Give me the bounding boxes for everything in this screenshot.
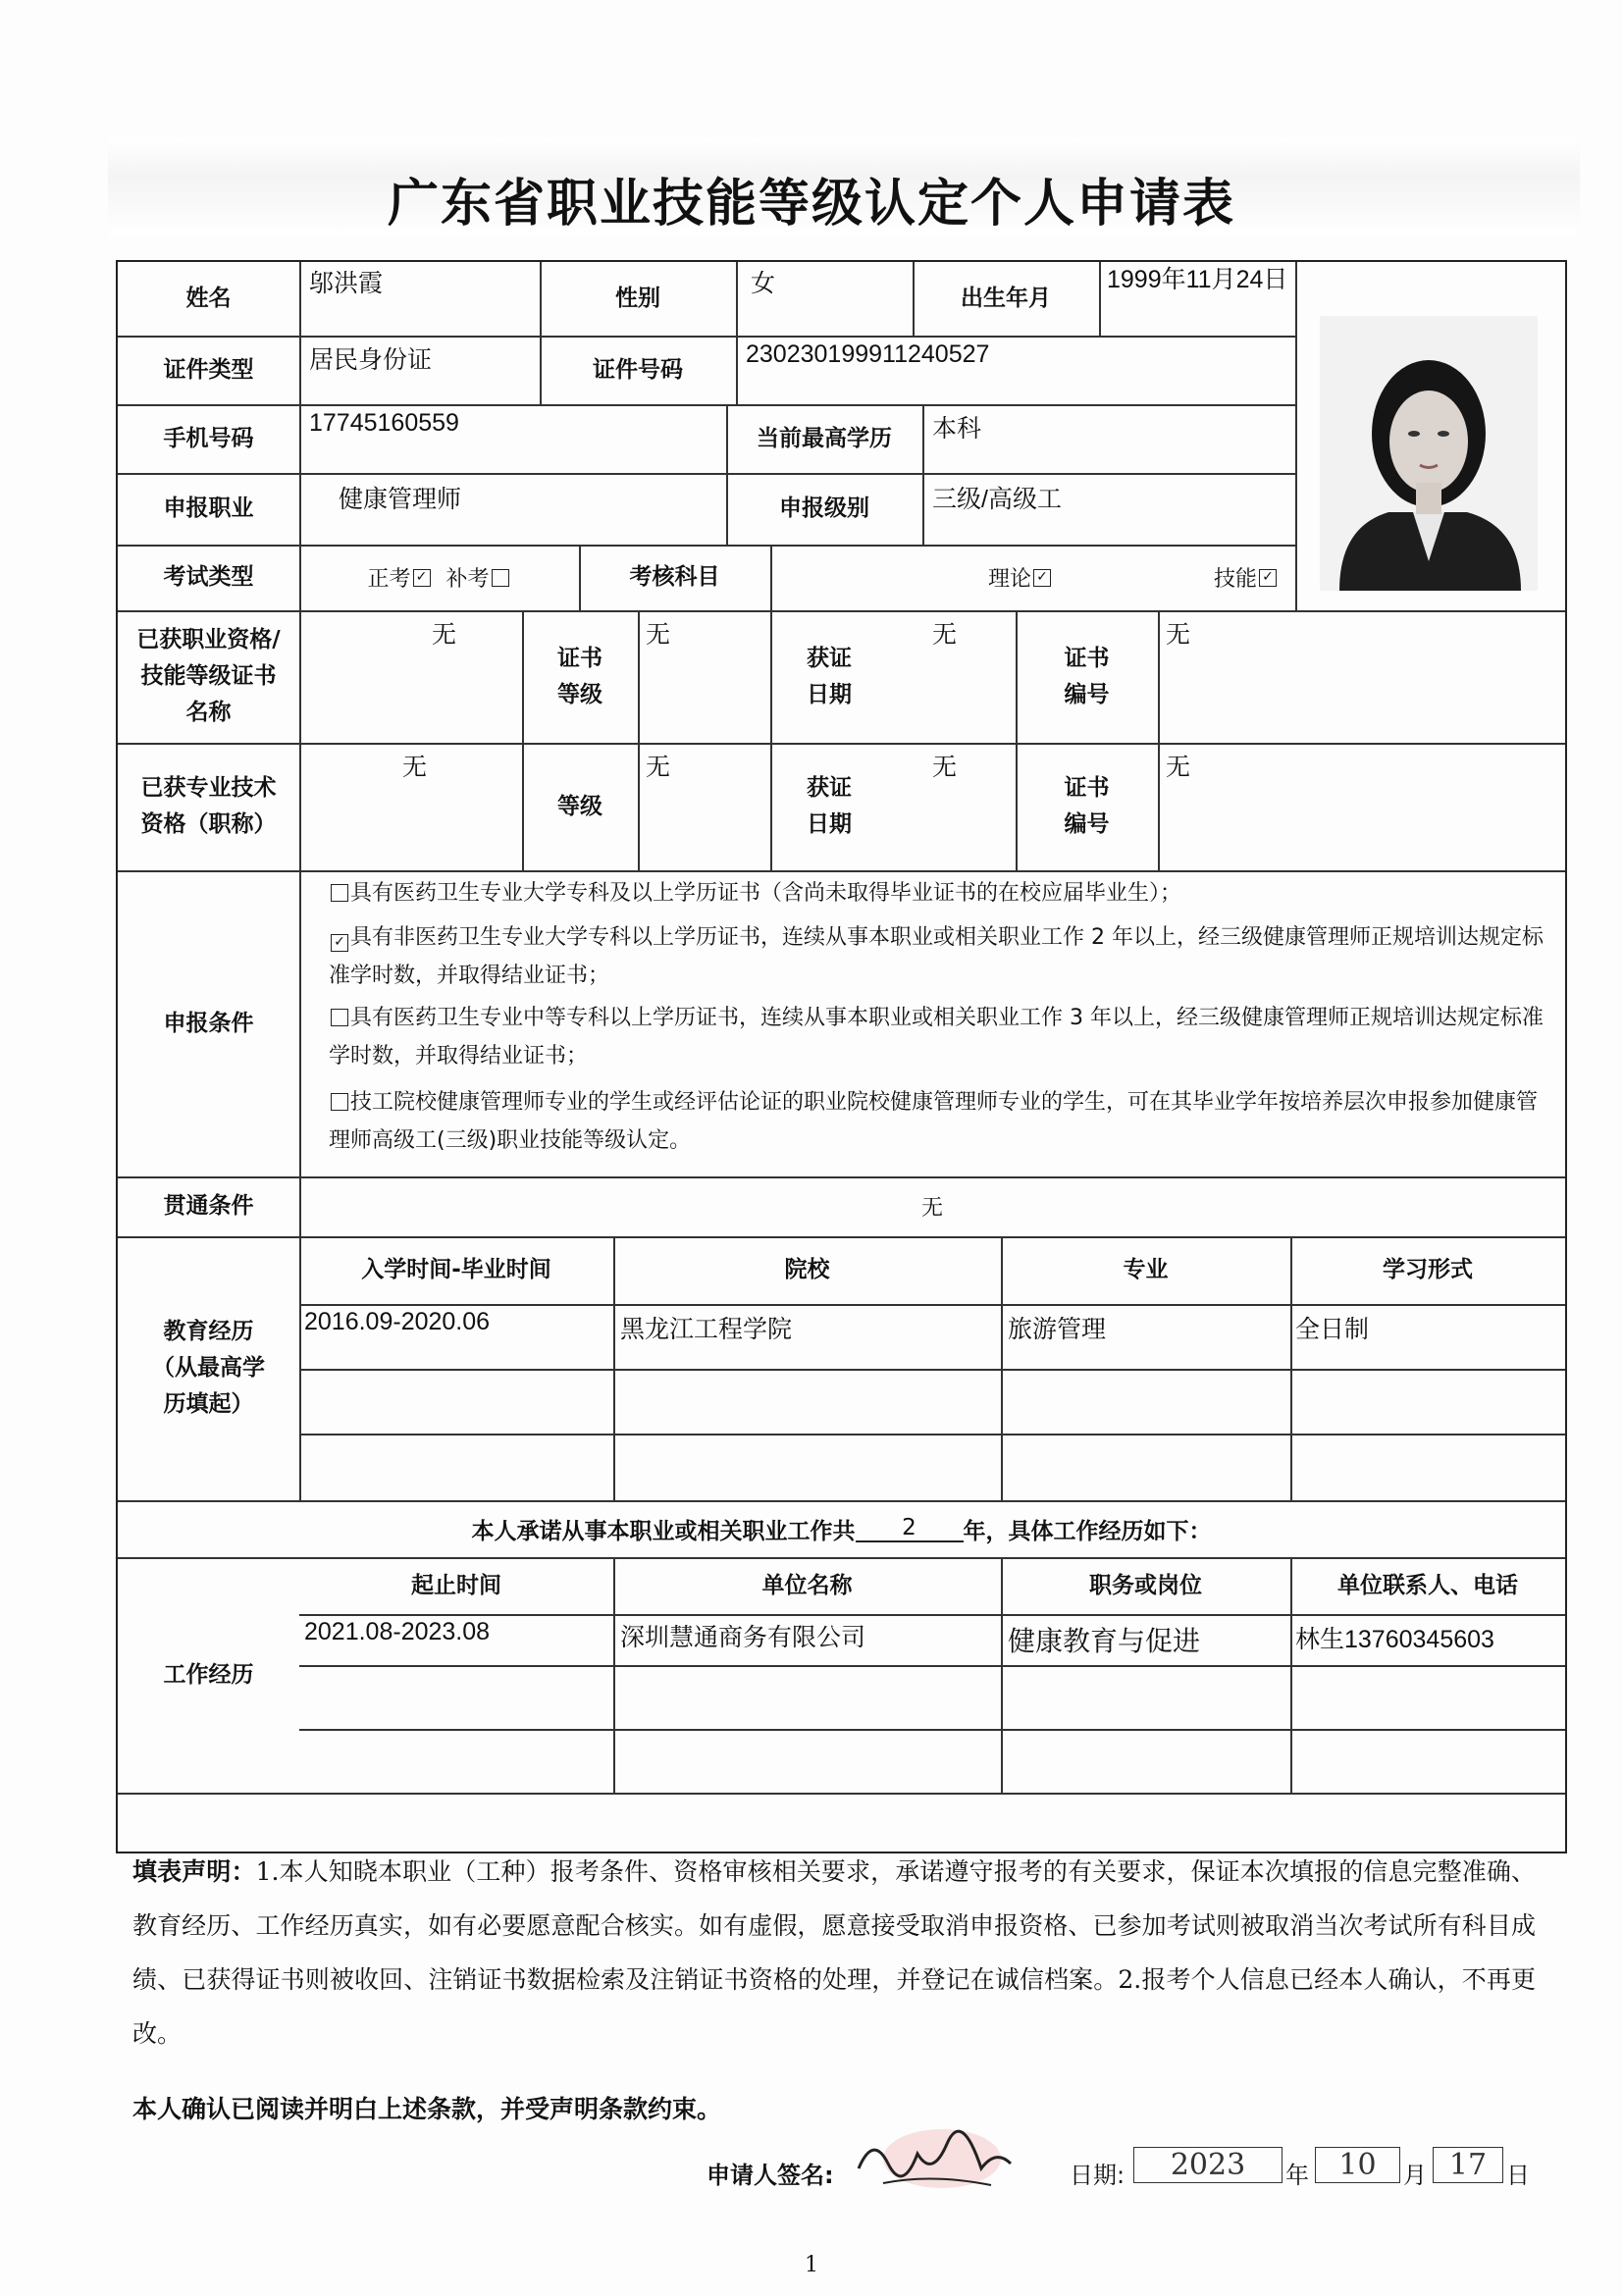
declaration bbox=[132, 1845, 1536, 2061]
work-header-company: 单位名称 bbox=[761, 1572, 853, 1598]
work-row-1-contact: 林生13760345603 bbox=[1295, 1626, 1494, 1653]
label-conditions: 申报条件 bbox=[163, 1010, 254, 1036]
condition-1-checkbox[interactable] bbox=[331, 884, 348, 902]
prior-title-date: 无 bbox=[932, 754, 958, 781]
declaration-confirm: 本人确认已阅读并明白上述条款，并受声明条款约束。 bbox=[132, 2095, 722, 2123]
label-title-level: 等级 bbox=[557, 793, 602, 819]
label-cert-level: 证书等级 bbox=[557, 645, 602, 707]
condition-2 bbox=[329, 919, 1545, 995]
signature-year: 2023 bbox=[1133, 2147, 1283, 2183]
handwritten-signature bbox=[844, 2124, 1040, 2203]
edu-header-school: 院校 bbox=[784, 1257, 830, 1283]
level-value: 三级/高级工 bbox=[932, 486, 1062, 513]
exam-type-options bbox=[299, 545, 579, 610]
form-table bbox=[116, 260, 1567, 1853]
subject-theory bbox=[942, 545, 1099, 610]
edu-row-1-major: 旅游管理 bbox=[1008, 1316, 1107, 1343]
signature-day: 17 bbox=[1433, 2147, 1503, 2183]
condition-1-text: 具有医药卫生专业大学专科及以上学历证书（含尚未取得毕业证书的在校应届毕业生）； bbox=[350, 881, 1182, 906]
work-header-position: 职务或岗位 bbox=[1089, 1572, 1202, 1598]
subject-skill-label: 技能 bbox=[1213, 567, 1257, 592]
education-value: 本科 bbox=[932, 415, 982, 443]
form-title: 广东省职业技能等级认定个人申请表 bbox=[387, 174, 1235, 234]
pledge-suffix: 年，具体工作经历如下： bbox=[963, 1518, 1212, 1544]
id-no-value: 230230199911240527 bbox=[746, 340, 990, 368]
label-exam-type: 考试类型 bbox=[163, 564, 254, 591]
birth-value: 1999年11月24日 bbox=[1107, 266, 1288, 293]
condition-4-checkbox[interactable] bbox=[331, 1093, 348, 1111]
prior-title-name: 无 bbox=[402, 754, 428, 781]
signature-row bbox=[687, 2144, 1550, 2203]
phone-value: 17745160559 bbox=[309, 409, 459, 437]
exam-regular-checkbox[interactable]: ✓ bbox=[413, 569, 431, 587]
prior-cert-name: 无 bbox=[432, 621, 457, 649]
edu-row-1-school: 黑龙江工程学院 bbox=[620, 1316, 793, 1343]
work-header-period: 起止时间 bbox=[411, 1572, 501, 1598]
pledge-years: 2 bbox=[856, 1515, 964, 1542]
label-title-no: 证书编号 bbox=[1064, 775, 1110, 837]
year-unit: 年 bbox=[1285, 2162, 1309, 2189]
work-header-contact: 单位联系人、电话 bbox=[1337, 1572, 1518, 1598]
occupation-value: 健康管理师 bbox=[339, 486, 462, 513]
label-education-history: 教育经历（从最高学历填起） bbox=[152, 1319, 265, 1417]
exam-makeup-checkbox[interactable] bbox=[492, 569, 509, 587]
work-row-1-company: 深圳慧通商务有限公司 bbox=[620, 1624, 866, 1651]
exam-regular-label: 正考 bbox=[367, 567, 411, 592]
subject-theory-checkbox[interactable]: ✓ bbox=[1033, 569, 1051, 587]
condition-1 bbox=[329, 875, 1545, 913]
edu-header-major: 专业 bbox=[1123, 1257, 1169, 1283]
condition-3-text: 具有医药卫生专业中等专科以上学历证书，连续从事本职业或相关职业工作 3 年以上，经三级健康管理师正规培训达规定标准学时数，并取得结业证书； bbox=[329, 1006, 1544, 1069]
label-id-no: 证件号码 bbox=[593, 356, 683, 383]
edu-header-period: 入学时间-毕业时间 bbox=[361, 1257, 551, 1283]
applicant-photo bbox=[1320, 316, 1538, 591]
subject-skill-checkbox[interactable]: ✓ bbox=[1259, 569, 1277, 587]
label-prior-title: 已获专业技术资格（职称） bbox=[140, 775, 277, 837]
condition-4-text: 技工院校健康管理师专业的学生或经评估论证的职业院校健康管理师专业的学生，可在其毕业学年按培养层次申报参加健康管理师高级工(三级)职业技能等级认定。 bbox=[329, 1090, 1539, 1153]
prior-cert-date: 无 bbox=[932, 621, 958, 649]
condition-3-checkbox[interactable] bbox=[331, 1009, 348, 1026]
date-label: 日期: bbox=[1070, 2162, 1126, 2189]
prior-cert-level: 无 bbox=[646, 621, 671, 649]
work-row-1-position: 健康教育与促进 bbox=[1008, 1626, 1201, 1656]
work-years-pledge bbox=[118, 1500, 1565, 1557]
month-unit: 月 bbox=[1403, 2162, 1427, 2189]
label-work-history: 工作经历 bbox=[163, 1661, 254, 1688]
gender-value: 女 bbox=[751, 270, 776, 297]
label-occupation: 申报职业 bbox=[163, 496, 254, 522]
label-phone: 手机号码 bbox=[163, 425, 254, 451]
label-birth: 出生年月 bbox=[961, 286, 1051, 312]
label-prior-cert: 已获职业资格/技能等级证书名称 bbox=[136, 627, 281, 725]
label-name: 姓名 bbox=[185, 286, 232, 312]
condition-4 bbox=[329, 1084, 1545, 1160]
condition-2-text: 具有非医药卫生专业大学专科以上学历证书，连续从事本职业或相关职业工作 2 年以上，经三级健康管理师正规培训达规定标准学时数，并取得结业证书； bbox=[329, 925, 1544, 988]
pledge-prefix: 本人承诺从事本职业或相关职业工作共 bbox=[471, 1518, 856, 1544]
condition-3 bbox=[329, 1000, 1545, 1075]
signature-label: 申请人签名: bbox=[707, 2162, 834, 2189]
declaration-heading: 填表声明： bbox=[132, 1857, 256, 1886]
edu-row-1-mode: 全日制 bbox=[1295, 1316, 1370, 1343]
declaration-body: 1.本人知晓本职业（工种）报考条件、资格审核相关要求，承诺遵守报考的有关要求，保证本次填报的信息完整准确、教育经历、工作经历真实，如有必要愿意配合核实。如有虚假，愿意接受取消申报资格、已参加考试则被取消当次考试所有科目成绩、已获得证书则被收回、注销证书数据检索及注销证书资格的处理，并登记在诚信档案。2.报考个人信息已经本人确认，不再更改。 bbox=[132, 1857, 1536, 2048]
label-level: 申报级别 bbox=[779, 496, 869, 522]
prior-cert-number: 无 bbox=[1166, 621, 1191, 649]
condition-2-checkbox[interactable]: ✓ bbox=[331, 934, 348, 952]
label-cert-date: 获证日期 bbox=[807, 645, 852, 707]
label-id-type: 证件类型 bbox=[163, 356, 254, 383]
signature-month: 10 bbox=[1315, 2147, 1400, 2183]
name-value: 邬洪霞 bbox=[309, 270, 384, 297]
label-gender: 性别 bbox=[615, 286, 660, 312]
through-value: 无 bbox=[920, 1196, 943, 1221]
label-subjects: 考核科目 bbox=[629, 564, 720, 591]
label-education: 当前最高学历 bbox=[757, 425, 892, 451]
prior-title-level: 无 bbox=[646, 754, 671, 781]
prior-title-number: 无 bbox=[1166, 754, 1191, 781]
exam-makeup-label: 补考 bbox=[445, 567, 490, 592]
edu-row-1-period: 2016.09-2020.06 bbox=[304, 1308, 491, 1335]
label-through: 贯通条件 bbox=[163, 1193, 254, 1220]
page-number: 1 bbox=[805, 2253, 818, 2277]
subject-theory-label: 理论 bbox=[987, 567, 1031, 592]
edu-header-mode: 学习形式 bbox=[1383, 1257, 1473, 1283]
label-title-date: 获证日期 bbox=[807, 775, 852, 837]
day-unit: 日 bbox=[1506, 2162, 1530, 2189]
subject-skill bbox=[1168, 545, 1325, 610]
label-cert-no: 证书编号 bbox=[1064, 645, 1110, 707]
work-row-1-period: 2021.08-2023.08 bbox=[304, 1618, 491, 1645]
id-type-value: 居民身份证 bbox=[309, 346, 433, 374]
